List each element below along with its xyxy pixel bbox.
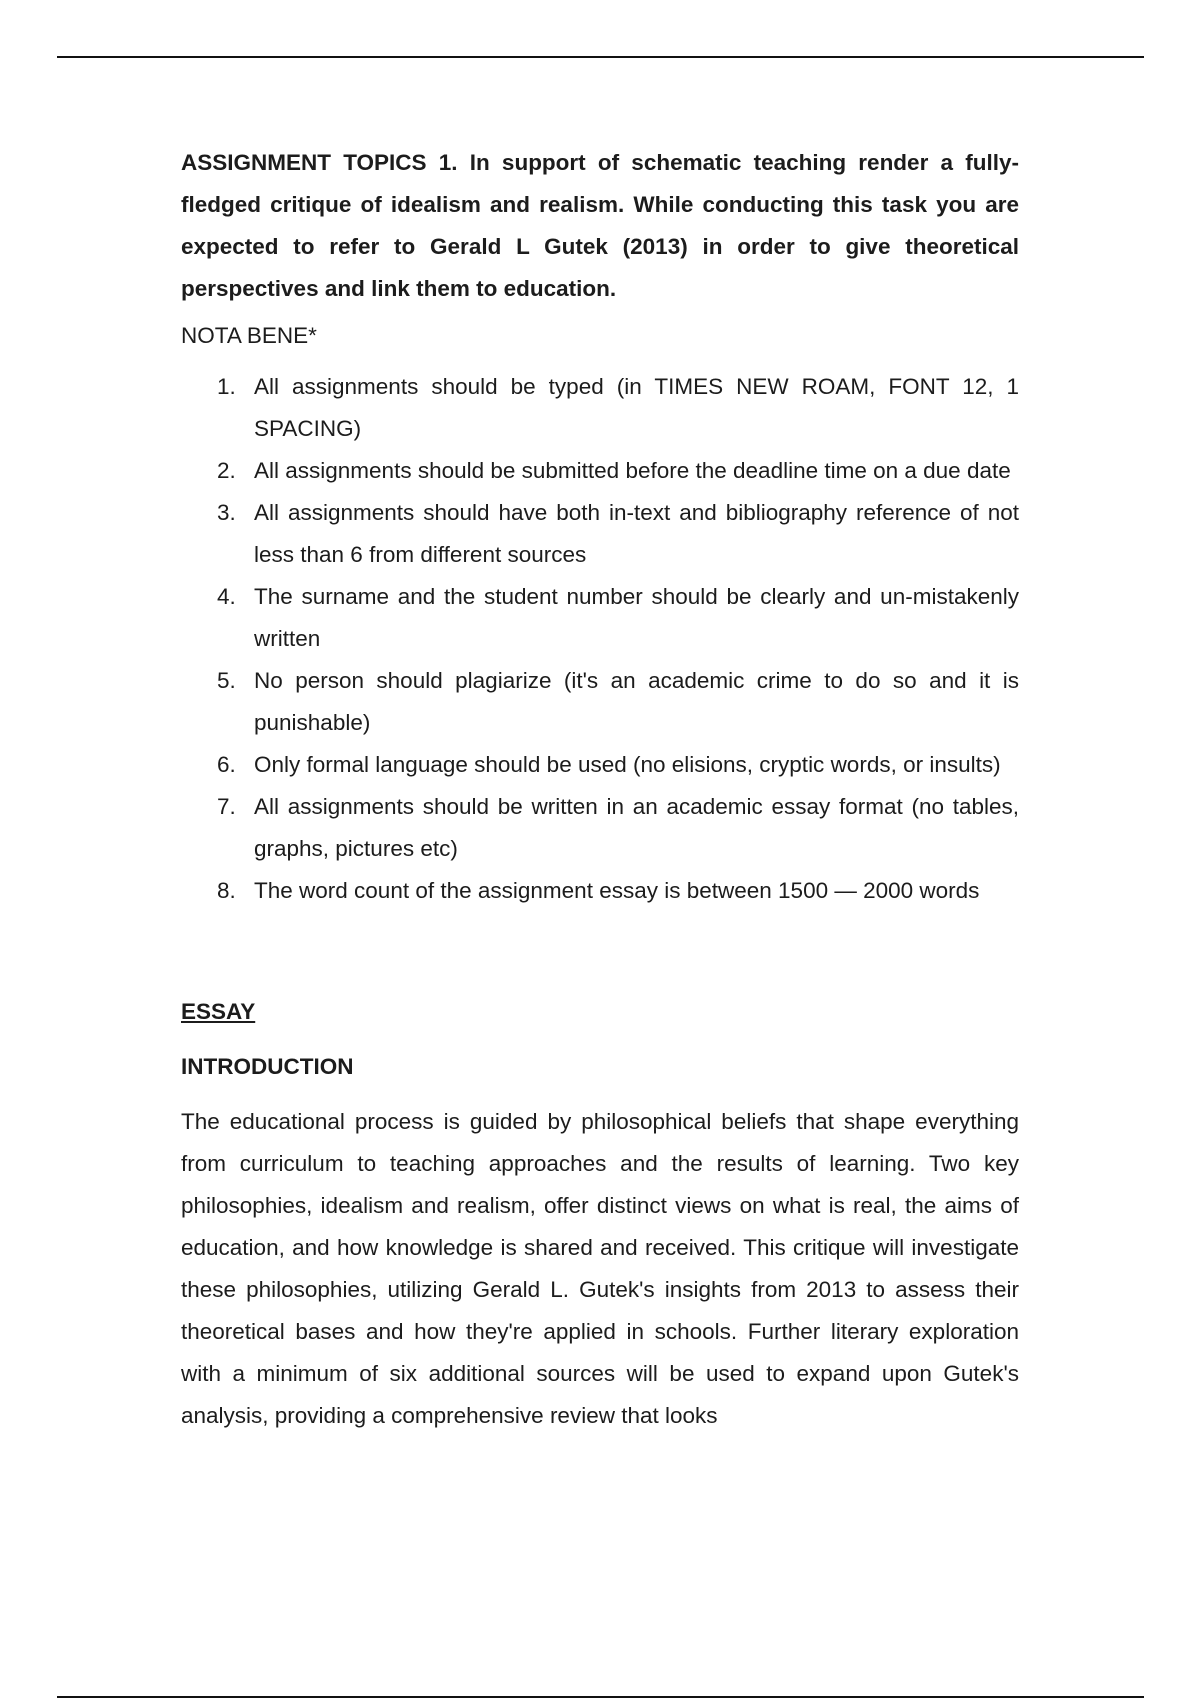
list-item-number: 4. [217, 584, 236, 609]
list-item-number: 7. [217, 794, 236, 819]
footer-rule [57, 1696, 1144, 1698]
list-item [181, 786, 1019, 870]
document-page-content [181, 142, 1019, 1437]
list-item-number: 6. [217, 752, 236, 777]
introduction-heading: INTRODUCTION [181, 1054, 354, 1079]
list-item-number: 1. [217, 374, 236, 399]
rules-list [181, 366, 1019, 912]
list-item [181, 744, 1019, 786]
list-item-text: No person should plagiarize (it's an academic crime to do so and it is punishable) [254, 668, 1019, 735]
list-item-text: The surname and the student number should be clearly and un-mistakenly written [254, 584, 1019, 651]
list-item-text: All assignments should be written in an academic essay format (no tables, graphs, pictures etc) [254, 794, 1019, 861]
list-item-number: 3. [217, 500, 236, 525]
introduction-paragraph: The educational process is guided by philosophical beliefs that shape everything from curriculum to teaching approaches and the results of learning. Two key philosophies, idealism and realism, offer distinct views on what is real, the aims of education, and how knowledge is shared and received. This critique will investigate these philosophies, utilizing Gerald L. Gutek's insights from 2013 to assess their theoretical bases and how they're applied in schools. Further literary exploration with a minimum of six additional sources will be used to expand upon Gutek's analysis, providing a comprehensive review that looks [181, 1109, 1019, 1428]
essay-heading: ESSAY [181, 999, 256, 1024]
list-item-text: The word count of the assignment essay is between 1500 — 2000 words [254, 878, 980, 903]
nota-bene-heading: NOTA BENE* [181, 323, 317, 348]
list-item [181, 870, 1019, 912]
list-item [181, 366, 1019, 450]
list-item-text: All assignments should be submitted before the deadline time on a due date [254, 458, 1011, 483]
list-item [181, 492, 1019, 576]
assignment-topic: ASSIGNMENT TOPICS 1. In support of schematic teaching render a fully-fledged critique of idealism and realism. While conducting this task you are expected to refer to Gerald L Gutek (2013) in order to give theoretical perspectives and link them to education. [181, 150, 1019, 301]
list-item-number: 2. [217, 458, 236, 483]
header-rule [57, 56, 1144, 58]
list-item-text: All assignments should have both in-text and bibliography reference of not less than 6 from different sources [254, 500, 1019, 567]
list-item [181, 576, 1019, 660]
list-item-number: 8. [217, 878, 236, 903]
list-item [181, 660, 1019, 744]
list-item-number: 5. [217, 668, 236, 693]
list-item-text: Only formal language should be used (no elisions, cryptic words, or insults) [254, 752, 1001, 777]
list-item [181, 450, 1019, 492]
list-item-text: All assignments should be typed (in TIMES NEW ROAM, FONT 12, 1 SPACING) [254, 374, 1019, 441]
